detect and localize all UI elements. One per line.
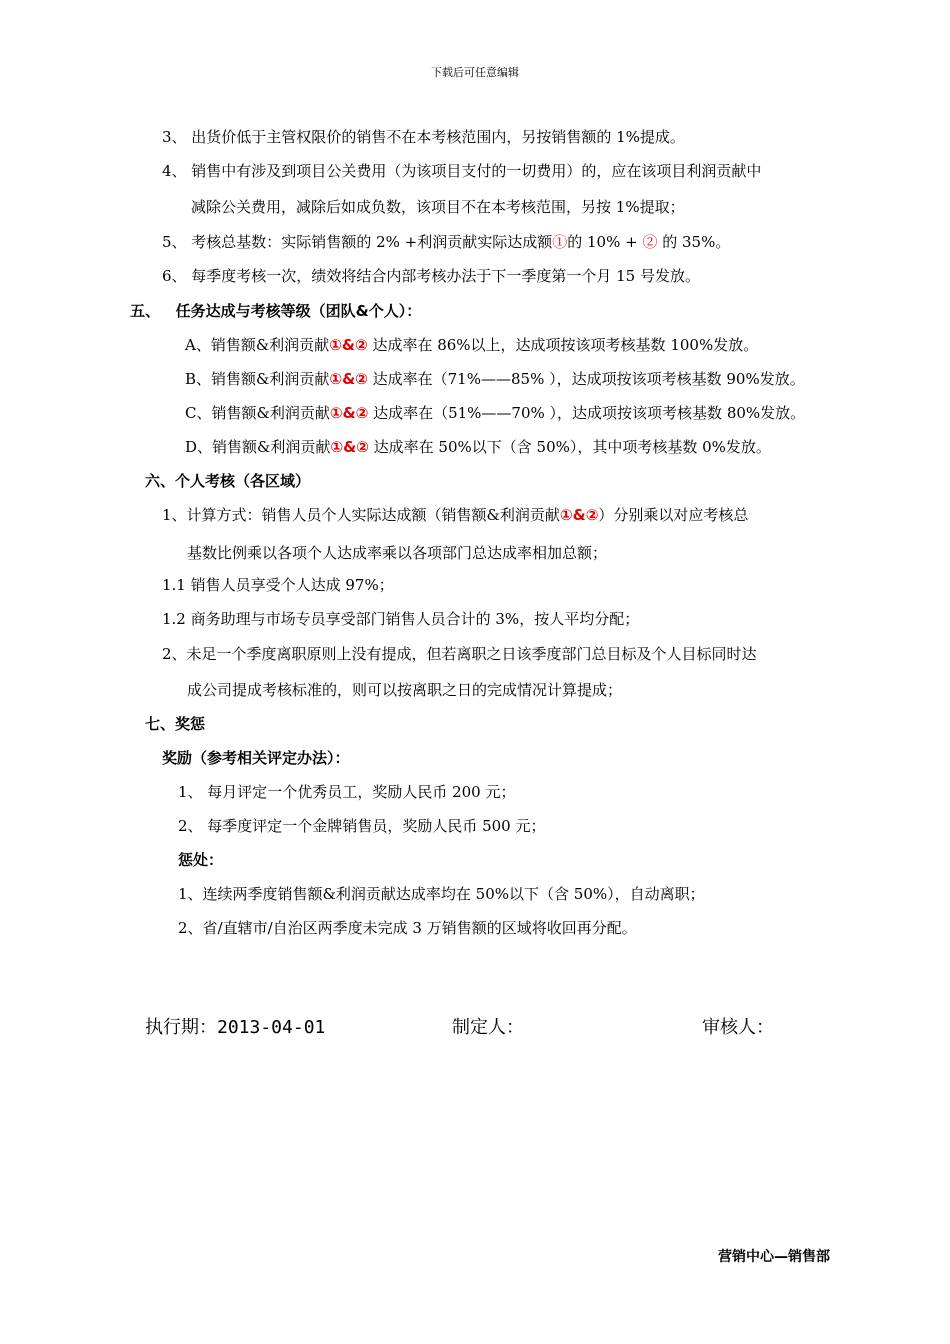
circled-marker-2: ②: [642, 233, 658, 251]
grade-a: [185, 335, 758, 355]
penalty-1: 1、连续两季度销售额&利润贡献达成率均在 50%以下（含 50%），自动离职；: [178, 885, 705, 903]
execution-date-label: 执行期：: [145, 1017, 217, 1038]
item-5-text-c: 的 35%。: [657, 233, 731, 251]
s6-item-1-line-2: 基数比例乘以各项个人达成率乘以各项部门总达成率相加总额；: [187, 544, 608, 562]
grade-c-text: 达成率在（51%——70% ），达成项按该项考核基数 80%发放。: [368, 404, 806, 422]
s6-item-1-text-a: 1、计算方式：销售人员个人实际达成额（销售额&利润贡献: [162, 506, 560, 524]
item-6: 6、 每季度考核一次，绩效将结合内部考核办法于下一季度第一个月 15 号发放。: [162, 267, 700, 285]
grade-d: [185, 437, 771, 457]
s6-item-1-marker: ①&②: [559, 506, 599, 524]
penalty-title: 惩处：: [178, 851, 224, 869]
grade-a-label: A、销售额&利润贡献: [185, 336, 330, 354]
item-5-text-b: 的 10% +: [567, 233, 643, 251]
section-6-title: 六、个人考核（各区域）: [145, 472, 311, 490]
item-3: 3、 出货价低于主管权限价的销售不在本考核范围内，另按销售额的 1%提成。: [162, 128, 685, 146]
grade-a-text: 达成率在 86%以上，达成项按该项考核基数 100%发放。: [367, 336, 759, 354]
grade-a-marker: ①&②: [329, 336, 368, 354]
grade-d-label: D、销售额&利润贡献: [185, 438, 331, 456]
s6-item-1-1: 1.1 销售人员享受个人达成 97%；: [162, 576, 394, 594]
grade-b-marker: ①&②: [329, 370, 368, 388]
s6-item-2-line-1: 2、未足一个季度离职原则上没有提成，但若离职之日该季度部门总目标及个人目标同时达: [162, 645, 757, 663]
reward-2: 2、 每季度评定一个金牌销售员，奖励人民币 500 元；: [178, 817, 546, 835]
maker-label: 制定人：: [452, 1017, 524, 1038]
grade-c-marker: ①&②: [329, 404, 369, 422]
section-5-title: 五、 任务达成与考核等级（团队&个人）：: [130, 302, 422, 320]
execution-date: [145, 1016, 325, 1040]
s6-item-1-text-b: ）分别乘以对应考核总: [598, 506, 749, 524]
page-header: 下载后可任意编辑: [431, 66, 519, 79]
s6-item-1-line-1: [162, 505, 748, 525]
grade-c-label: C、销售额&利润贡献: [185, 404, 330, 422]
s6-item-1-2: 1.2 商务助理与市场专员享受部门销售人员合计的 3%，按人平均分配；: [162, 610, 640, 628]
reward-1: 1、 每月评定一个优秀员工，奖励人民币 200 元；: [178, 783, 516, 801]
item-5-text-a: 5、 考核总基数：实际销售额的 2% +利润贡献实际达成额: [162, 233, 553, 251]
s6-item-2-line-2: 成公司提成考核标准的，则可以按离职之日的完成情况计算提成；: [187, 681, 623, 699]
item-4-line-2: 减除公关费用，减除后如成负数，该项目不在本考核范围，另按 1%提取；: [191, 198, 685, 216]
circled-marker-1: ①: [552, 233, 568, 251]
grade-b: [185, 369, 805, 389]
grade-b-text: 达成率在（71%——85% ），达成项按该项考核基数 90%发放。: [367, 370, 805, 388]
grade-b-label: B、销售额&利润贡献: [185, 370, 330, 388]
execution-date-value: 2013-04-01: [217, 1017, 326, 1038]
penalty-2: 2、省/直辖市/自治区两季度未完成 3 万销售额的区域将收回再分配。: [178, 919, 637, 937]
grade-d-marker: ①&②: [330, 438, 369, 456]
reviewer-label: 审核人：: [702, 1017, 774, 1038]
item-5: [162, 232, 730, 252]
section-7-title: 七、奖惩: [145, 715, 206, 733]
grade-d-text: 达成率在 50%以下（含 50%），其中项考核基数 0%发放。: [368, 438, 771, 456]
grade-c: [185, 403, 805, 423]
item-4-line-1: 4、 销售中有涉及到项目公关费用（为该项目支付的一切费用）的，应在该项目利润贡献中: [162, 162, 762, 180]
reward-title: 奖励（参考相关评定办法）：: [162, 749, 350, 767]
department-footer: 营销中心—销售部: [718, 1249, 830, 1265]
